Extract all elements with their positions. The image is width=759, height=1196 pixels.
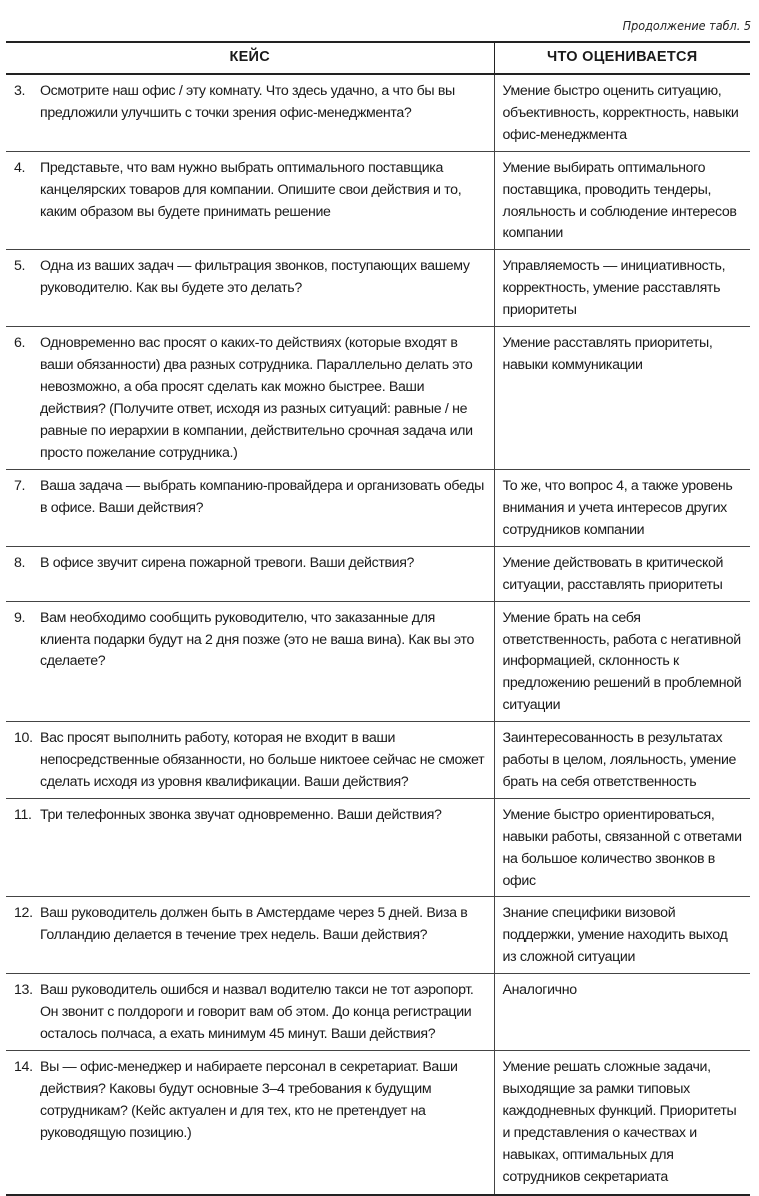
- evaluation-cell: Умение действовать в критической ситуации, расставлять приоритеты: [494, 546, 750, 601]
- evaluation-cell: Умение быстро оценить ситуацию, объективность, корректность, навыки офис-менеджмента: [494, 74, 750, 151]
- case-number: 6.: [14, 335, 26, 352]
- case-number: 10.: [14, 730, 33, 747]
- case-number: 9.: [14, 609, 26, 626]
- case-cell: [6, 974, 494, 1051]
- evaluation-cell: Управляемость — инициативность, корректность, умение расставлять приоритеты: [494, 250, 750, 327]
- table-body: [6, 74, 750, 1195]
- table-row: [6, 546, 750, 601]
- evaluation-cell: Знание специфики визовой поддержки, умение находить выход из сложной ситуации: [494, 897, 750, 974]
- case-question: Ваш руководитель должен быть в Амстердаме через 5 дней. Виза в Голландию делается в течение трех недель. Ваши действия?: [40, 905, 468, 944]
- evaluation-cell: Умение быстро ориентироваться, навыки работы, связанной с ответами на большое количество звонков в офис: [494, 798, 750, 897]
- case-question: Вы — офис-менеджер и набираете персонал в секретариат. Ваши действия? Каковы будут основные 3–4 требования к будущим сотрудникам? (Кейс актуален и для тех, кто не претендует на руководящую позицию.): [40, 1059, 458, 1141]
- cases-table: [6, 41, 750, 1196]
- column-header-case: КЕЙС: [6, 42, 494, 74]
- case-number: 12.: [14, 905, 33, 922]
- case-question: Одновременно вас просят о каких-то действиях (которые входят в ваши обязанности) два разных сотрудника. Параллельно делать это невозможно, а оба просят сделать как можно быстрее. Ваши действия? (Получите ответ, исходя из разных ситуаций: равные / не равные по иерархии в компании, действительно срочная задача или просто пожелание сотрудника.): [40, 335, 473, 461]
- table-caption: Продолжение табл. 5: [622, 18, 751, 33]
- case-question: В офисе звучит сирена пожарной тревоги. Ваши действия?: [40, 554, 415, 571]
- case-number: 3.: [14, 83, 26, 99]
- case-cell: [6, 601, 494, 722]
- case-question: Вам необходимо сообщить руководителю, что заказанные для клиента подарки будут на 2 дня позже (это не ваша вина). Как вы это сделаете?: [40, 609, 475, 670]
- table-row: [6, 897, 750, 974]
- table-row: [6, 722, 750, 799]
- evaluation-cell: Заинтересованность в результатах работы в целом, лояльность, умение брать на себя ответственность: [494, 722, 750, 799]
- case-question: Ваша задача — выбрать компанию-провайдера и организовать обеды в офисе. Ваши действия?: [40, 478, 484, 516]
- case-cell: [6, 798, 494, 897]
- case-cell: [6, 470, 494, 547]
- case-number: 7.: [14, 478, 26, 495]
- table-row: [6, 250, 750, 327]
- case-number: 4.: [14, 159, 26, 176]
- evaluation-cell: Умение брать на себя ответственность, работа с негативной информацией, склонность к предложению решений в проблемной ситуации: [494, 601, 750, 722]
- case-cell: [6, 546, 494, 601]
- case-question: Вас просят выполнить работу, которая не входит в ваши непосредственные обязанности, но больше никтоее сейчас не сможет сделать исходя из уровня квалификации. Ваши действия?: [40, 730, 485, 790]
- case-number: 11.: [14, 806, 32, 823]
- case-cell: [6, 250, 494, 327]
- table-row: [6, 151, 750, 250]
- table-row: [6, 470, 750, 547]
- case-number: 14.: [14, 1059, 33, 1076]
- table-header-row: [6, 42, 750, 74]
- table-row: [6, 327, 750, 470]
- case-cell: [6, 327, 494, 470]
- case-question: Представьте, что вам нужно выбрать оптимального поставщика канцелярских товаров для компании. Опишите свои действия и то, каким образом вы будете принимать решение: [40, 159, 462, 220]
- case-question: Одна из ваших задач — фильтрация звонков, поступающих вашему руководителю. Как вы будете это делать?: [40, 258, 470, 297]
- table-row: [6, 74, 750, 151]
- evaluation-cell: Умение выбирать оптимального поставщика, проводить тендеры, лояльность и соблюдение интересов компании: [494, 151, 750, 250]
- case-cell: [6, 897, 494, 974]
- evaluation-cell: То же, что вопрос 4, а также уровень внимания и учета интересов других сотрудников компании: [494, 470, 750, 547]
- case-question: Три телефонных звонка звучат одновременно. Ваши действия?: [40, 806, 442, 823]
- case-cell: [6, 74, 494, 151]
- case-cell: [6, 722, 494, 799]
- case-number: 5.: [14, 258, 26, 275]
- case-question: Осмотрите наш офис / эту комнату. Что здесь удачно, а что бы вы предложили улучшить с точки зрения офис-менеджмента?: [40, 83, 455, 121]
- case-question: Ваш руководитель ошибся и назвал водителю такси не тот аэропорт. Он звонит с полдороги и говорит вам об этом. До конца регистрации осталось полчаса, а ехать минимум 45 минут. Ваши действия?: [40, 982, 474, 1043]
- evaluation-cell: Аналогично: [494, 974, 750, 1051]
- case-number: 13.: [14, 982, 33, 999]
- table-row: [6, 601, 750, 722]
- case-number: 8.: [14, 554, 26, 571]
- table-row: [6, 974, 750, 1051]
- evaluation-cell: Умение расставлять приоритеты, навыки коммуникации: [494, 327, 750, 470]
- table-row: [6, 798, 750, 897]
- evaluation-cell: Умение решать сложные задачи, выходящие за рамки типовых каждодневных функций. Приоритеты и представления о качествах и навыках, оптимальных для сотрудников секретариата: [494, 1051, 750, 1195]
- column-header-evaluated: ЧТО ОЦЕНИВАЕТСЯ: [494, 42, 750, 74]
- case-cell: [6, 151, 494, 250]
